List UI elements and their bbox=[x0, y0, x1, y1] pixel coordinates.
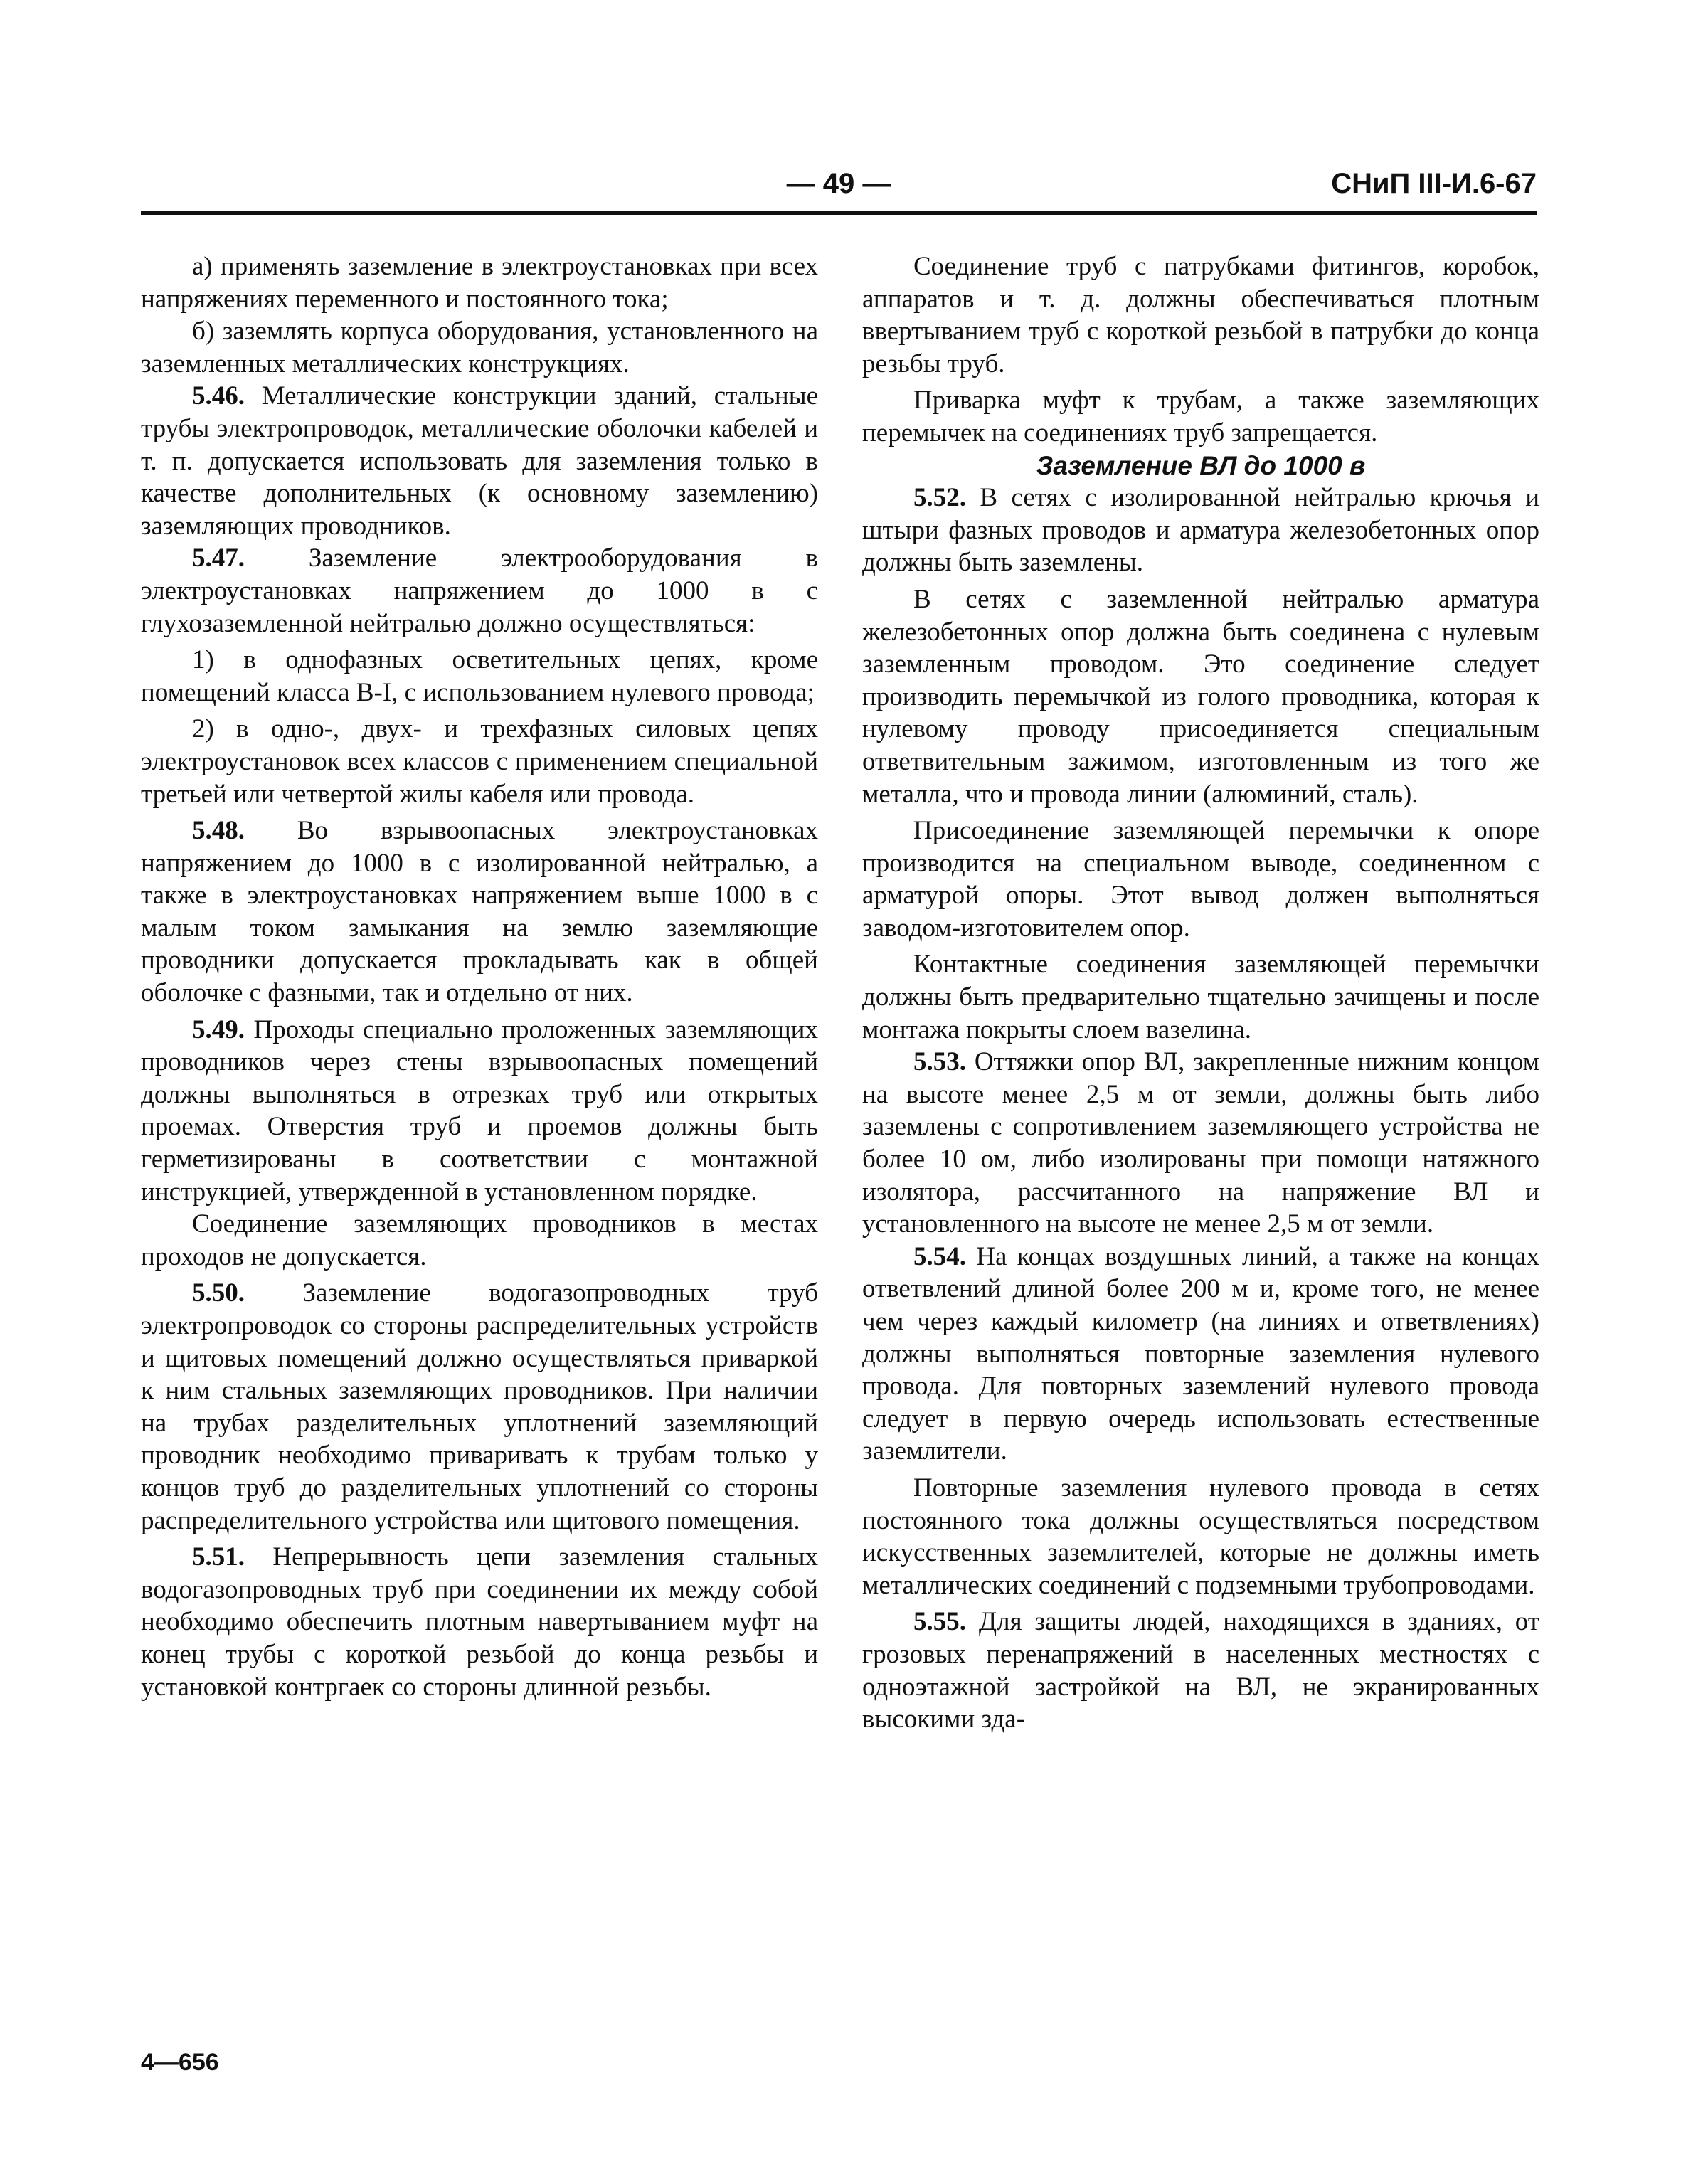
clause-5-47 bbox=[141, 542, 818, 640]
continued-paragraph-2: Приварка муфт к трубам, а также заземляющих перемычек на соединениях труб запрещается. bbox=[862, 386, 1539, 447]
clause-number: 5.51. bbox=[192, 1542, 245, 1572]
clause-5-53 bbox=[862, 1046, 1539, 1241]
clause-5-47-item-2: 2) в одно-, двух- и трехфазных силовых цепях электроустановок всех классов с применением специальной третьей или четвертой жилы кабеля или провода. bbox=[141, 714, 818, 809]
clause-5-49 bbox=[141, 1014, 818, 1209]
clause-number: 5.48. bbox=[192, 816, 245, 846]
document-code: СНиП III-И.6-67 bbox=[1331, 168, 1537, 199]
clause-number: 5.54. bbox=[913, 1241, 966, 1271]
clause-number: 5.53. bbox=[913, 1047, 966, 1077]
clause-number: 5.55. bbox=[913, 1607, 966, 1637]
clause-5-50 bbox=[141, 1277, 818, 1537]
clause-text: Оттяжки опор ВЛ, закрепленные нижним концом на высоте менее 2,5 м от земли, должны быть либо заземлены с сопротивлением заземляющего устройства не более 10 ом, либо изолированы при помощи натяжного изолятора, рассчитанного на напряжение ВЛ и установленного на высоте не менее 2,5 м от земли. bbox=[862, 1047, 1539, 1239]
clause-5-54 bbox=[862, 1241, 1539, 1468]
clause-text: Непрерывность цепи заземления стальных водогазопроводных труб при соединении их между собой необходимо обеспечить плотным навертыванием муфт на конец трубы с короткой резьбой до конца резьбы и установкой контргаек со стороны длинной резьбы. bbox=[141, 1542, 818, 1702]
clause-5-52-para-3: Присоединение заземляющей перемычки к опоре производится на специальном выводе, соединенном с арматурой опоры. Этот вывод должен выполняться заводом-изготовителем опор. bbox=[862, 816, 1539, 943]
page-number: — 49 — bbox=[786, 168, 891, 199]
clause-text: Заземление водогазопроводных труб электропроводок со стороны распределительных устройств и щитовых помещений должно осуществляться приваркой к ним стальных заземляющих проводников. При наличии на трубах разделительных уплотнений заземляющий проводник необходимо приваривать к трубам только у концов труб до разделительных уплотнений со стороны распределительного устройства или щитового помещения. bbox=[141, 1278, 818, 1535]
clause-5-52 bbox=[862, 482, 1539, 579]
clause-5-48 bbox=[141, 815, 818, 1009]
clause-5-46 bbox=[141, 380, 818, 542]
clause-text: Для защиты людей, находящихся в зданиях, от грозовых перенапряжений в населенных местностях с одноэтажной застройкой на ВЛ, не экранированных высокими зда- bbox=[862, 1607, 1539, 1734]
page-header bbox=[141, 168, 1537, 208]
clause-5-55 bbox=[862, 1606, 1539, 1735]
clause-text: Металлические конструкции зданий, стальные трубы электропроводок, металлические оболочки кабелей и т. п. допускается использовать для заземления только в качестве дополнительных (к основному заземлению) заземляющих проводников. bbox=[141, 381, 818, 541]
section-heading: Заземление ВЛ до 1000 в bbox=[1036, 450, 1366, 480]
clause-text: В сетях с изолированной нейтралью крючья и штыри фазных проводов и арматура железобетонных опор должны быть заземлены. bbox=[862, 483, 1539, 578]
clause-number: 5.52. bbox=[913, 483, 966, 513]
clause-number: 5.49. bbox=[192, 1014, 245, 1044]
clause-5-47-item-1: 1) в однофазных осветительных цепях, кроме помещений класса В-I, с использованием нулевого провода; bbox=[141, 645, 818, 707]
clause-number: 5.50. bbox=[192, 1278, 245, 1308]
printer-signature: 4—656 bbox=[141, 2049, 219, 2076]
clause-number: 5.47. bbox=[192, 544, 245, 573]
clause-5-51 bbox=[141, 1541, 818, 1703]
clause-5-54-para-2: Повторные заземления нулевого провода в сетях постоянного тока должны осуществляться посредством искусственных заземлителей, которые не должны иметь металлических соединений с подземными трубопроводами. bbox=[862, 1473, 1539, 1600]
clause-number: 5.46. bbox=[192, 381, 245, 411]
clause-5-52-para-4: Контактные соединения заземляющей перемычки должны быть предварительно тщательно зачищены и после монтажа покрыты слоем вазелина. bbox=[862, 950, 1539, 1044]
clause-5-49-para-2: Соединение заземляющих проводников в местах проходов не допускается. bbox=[141, 1209, 818, 1271]
paragraph-a: а) применять заземление в электроустановках при всех напряжениях переменного и постоянного тока; bbox=[141, 252, 818, 314]
clause-5-52-para-2: В сетях с заземленной нейтралью арматура железобетонных опор должна быть соединена с нулевым заземленным проводом. Это соединение следует производить перемычкой из голого проводника, которая к нулевому проводу присоединяется специальным ответвительным зажимом, изготовленным из того же металла, что и провода линии (алюминий, сталь). bbox=[862, 584, 1539, 809]
paragraph-b: б) заземлять корпуса оборудования, установленного на заземленных металлических конструкциях. bbox=[141, 317, 818, 378]
clause-text: Проходы специально проложенных заземляющих проводников через стены взрывоопасных помещений должны выполняться в отрезках труб или открытых проемах. Отверстия труб и проемов должны быть герметизированы в соответствии с монтажной инструкцией, утвержденной в установленном порядке. bbox=[141, 1014, 818, 1207]
clause-text: Заземление электрооборудования в электроустановках напряжением до 1000 в с глухозаземленной нейтралью должно осуществляться: bbox=[141, 544, 818, 638]
clause-text: На концах воздушных линий, а также на концах ответвлений длиной более 200 м и, кроме того, не менее чем через каждый километр (на линиях и ответвлениях) должны выполняться повторные заземления нулевого провода. Для повторных заземлений нулевого провода следует в первую очередь использовать естественные заземлители. bbox=[862, 1241, 1539, 1466]
clause-text: Во взрывоопасных электроустановках напряжением до 1000 в с изолированной нейтралью, а также в электроустановках напряжением выше 1000 в с малым током замыкания на землю заземляющие проводники допускается прокладывать как в общей оболочке с фазными, так и отдельно от них. bbox=[141, 816, 818, 1008]
left-column bbox=[141, 250, 818, 1703]
right-column bbox=[862, 250, 1539, 1736]
header-rule bbox=[141, 211, 1537, 215]
continued-paragraph-1: Соединение труб с патрубками фитингов, коробок, аппаратов и т. д. должны обеспечиваться плотным ввертыванием труб с короткой резьбой в патрубки до конца резьбы труб. bbox=[862, 252, 1539, 378]
